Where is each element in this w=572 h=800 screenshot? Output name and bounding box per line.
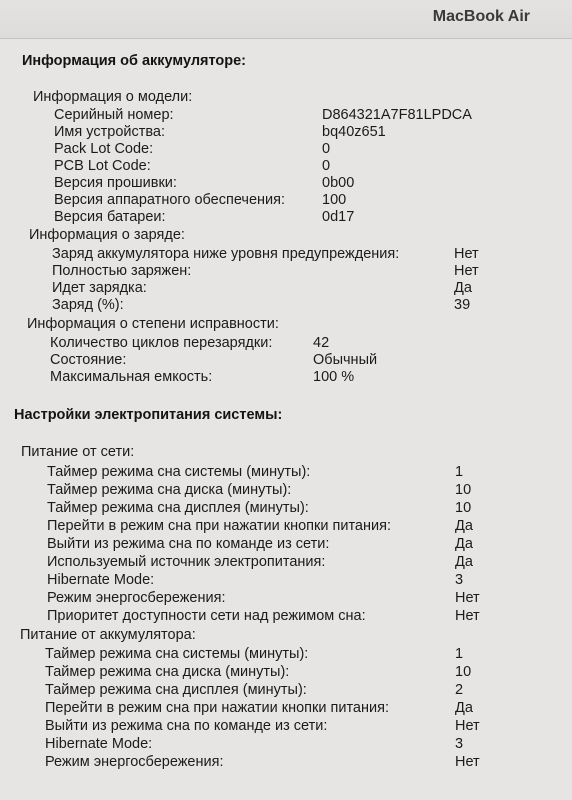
row-label: Заряд аккумулятора ниже уровня предупреждения: — [52, 246, 400, 262]
ac-power-header: Питание от сети: — [21, 444, 135, 460]
row-label: Таймер режима сна дисплея (минуты): — [45, 682, 307, 698]
system-report-content — [0, 39, 572, 800]
row-value: Нет — [454, 246, 479, 262]
row-label: Режим энергосбережения: — [47, 590, 226, 606]
health-info-header: Информация о степени исправности: — [27, 316, 279, 332]
row-value: Обычный — [313, 352, 378, 368]
row-value: 10 — [455, 482, 472, 498]
row-value: 1 — [455, 464, 464, 480]
row-label: Hibernate Mode: — [45, 736, 153, 752]
row-value: 3 — [455, 572, 464, 588]
battery-info-title: Информация об аккумуляторе: — [22, 53, 247, 69]
row-value: 100 — [322, 192, 347, 208]
row-value: 39 — [454, 297, 471, 313]
row-value: 42 — [313, 335, 330, 351]
row-value: 100 % — [313, 369, 355, 385]
row-value: Нет — [454, 263, 479, 279]
row-label: Количество циклов перезарядки: — [50, 335, 273, 351]
row-label: Приоритет доступности сети над режимом сна: — [47, 608, 366, 624]
row-value: Да — [455, 700, 473, 716]
row-label: Идет зарядка: — [52, 280, 147, 296]
row-value: 10 — [455, 500, 472, 516]
row-label: Версия аппаратного обеспечения: — [54, 192, 286, 208]
row-label: Используемый источник электропитания: — [47, 554, 326, 570]
row-label: Перейти в режим сна при нажатии кнопки питания: — [45, 700, 389, 716]
row-label: PCB Lot Code: — [54, 158, 151, 174]
row-label: Таймер режима сна диска (минуты): — [47, 482, 292, 498]
row-value: 0 — [322, 158, 331, 174]
row-label: Таймер режима сна системы (минуты): — [47, 464, 311, 480]
row-label: Состояние: — [50, 352, 127, 368]
window-title: MacBook Air — [432, 8, 530, 25]
row-label: Выйти из режима сна по команде из сети: — [47, 536, 330, 552]
row-label: Таймер режима сна дисплея (минуты): — [47, 500, 309, 516]
row-label: Pack Lot Code: — [54, 141, 154, 157]
row-value: bq40z651 — [322, 124, 386, 140]
power-settings-title: Настройки электропитания системы: — [14, 407, 283, 423]
window-titlebar — [0, 0, 572, 39]
row-label: Таймер режима сна диска (минуты): — [45, 664, 290, 680]
row-value: 0b00 — [322, 175, 355, 191]
row-label: Выйти из режима сна по команде из сети: — [45, 718, 328, 734]
row-value: Да — [455, 518, 473, 534]
row-label: Таймер режима сна системы (минуты): — [45, 646, 309, 662]
row-value: Нет — [455, 718, 480, 734]
row-value: 1 — [455, 646, 464, 662]
row-value: Нет — [455, 754, 480, 770]
row-label: Серийный номер: — [54, 107, 174, 123]
row-label: Имя устройства: — [54, 124, 166, 140]
row-value: Нет — [455, 608, 480, 624]
row-value: 0d17 — [322, 209, 355, 225]
row-label: Перейти в режим сна при нажатии кнопки питания: — [47, 518, 391, 534]
row-label: Версия прошивки: — [54, 175, 177, 191]
row-label: Hibernate Mode: — [47, 572, 155, 588]
model-info-header: Информация о модели: — [33, 89, 193, 105]
row-label: Версия батареи: — [54, 209, 166, 225]
row-value: Нет — [455, 590, 480, 606]
battery-power-header: Питание от аккумулятора: — [20, 627, 196, 643]
row-value: 0 — [322, 141, 331, 157]
row-label: Полностью заряжен: — [52, 263, 192, 279]
row-value: Да — [455, 536, 473, 552]
row-value: 2 — [455, 682, 464, 698]
row-label: Заряд (%): — [52, 297, 124, 313]
row-value: Да — [455, 554, 473, 570]
row-value: 10 — [455, 664, 472, 680]
row-value: D864321A7F81LPDCA — [322, 107, 472, 123]
row-label: Максимальная емкость: — [50, 369, 213, 385]
row-value: Да — [454, 280, 472, 296]
charge-info-header: Информация о заряде: — [29, 227, 185, 243]
row-value: 3 — [455, 736, 464, 752]
row-label: Режим энергосбережения: — [45, 754, 224, 770]
